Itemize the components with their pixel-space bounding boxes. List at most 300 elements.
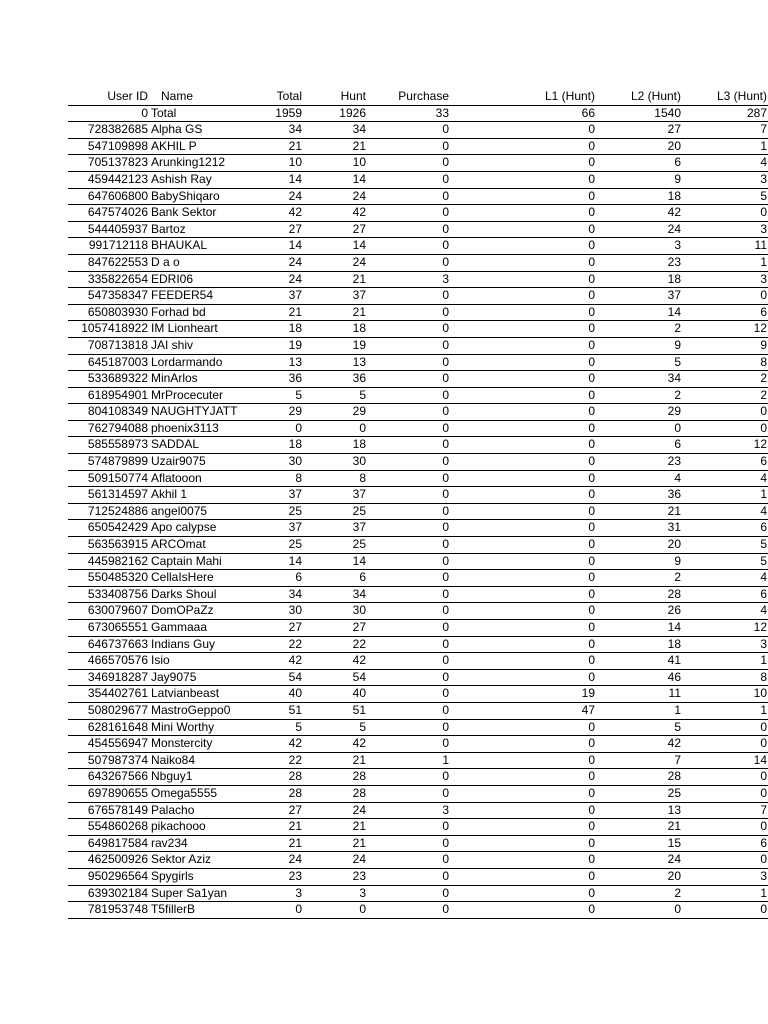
cell-l3-hunt: 5: [682, 188, 768, 205]
cell-name: Arunking1212: [149, 155, 259, 172]
cell-purchase: 0: [367, 553, 450, 570]
cell-name: Naiko84: [149, 752, 259, 769]
cell-hunt: 34: [303, 586, 367, 603]
cell-hunt: 30: [303, 603, 367, 620]
cell-total: 27: [259, 221, 303, 238]
cell-l3-hunt: 8: [682, 354, 768, 371]
cell-total: 10: [259, 155, 303, 172]
cell-purchase: 0: [367, 171, 450, 188]
cell-user-id: 561314597: [68, 487, 149, 504]
cell-l1-hunt: 0: [450, 420, 596, 437]
cell-purchase: 0: [367, 636, 450, 653]
cell-total: 5: [259, 719, 303, 736]
cell-l3-hunt: 1: [682, 487, 768, 504]
cell-total: 24: [259, 852, 303, 869]
cell-l3-hunt: 3: [682, 636, 768, 653]
cell-name: AKHIL P: [149, 138, 259, 155]
cell-hunt: 18: [303, 321, 367, 338]
header-row: [68, 89, 768, 105]
table-row: [68, 736, 768, 753]
cell-name: SADDAL: [149, 437, 259, 454]
cell-l3-hunt: 4: [682, 155, 768, 172]
table-row: [68, 653, 768, 670]
cell-purchase: 0: [367, 719, 450, 736]
cell-user-id: 533408756: [68, 586, 149, 603]
cell-name: Alpha GS: [149, 122, 259, 139]
cell-l1-hunt: 0: [450, 802, 596, 819]
table-row: [68, 586, 768, 603]
cell-name: phoenix3113: [149, 420, 259, 437]
table-row: [68, 553, 768, 570]
cell-purchase: 0: [367, 337, 450, 354]
cell-l2-hunt: 2: [596, 321, 682, 338]
table-row: [68, 752, 768, 769]
cell-total: 29: [259, 404, 303, 421]
cell-l3-hunt: 6: [682, 586, 768, 603]
cell-hunt: 28: [303, 769, 367, 786]
cell-name: Sektor Aziz: [149, 852, 259, 869]
cell-total: 23: [259, 868, 303, 885]
cell-l3-hunt: 7: [682, 122, 768, 139]
table-row: [68, 702, 768, 719]
cell-hunt: 24: [303, 188, 367, 205]
cell-total: 27: [259, 620, 303, 637]
table-row: [68, 238, 768, 255]
cell-l3-hunt: 0: [682, 769, 768, 786]
cell-purchase: 0: [367, 885, 450, 902]
cell-total: 21: [259, 138, 303, 155]
cell-user-id: 585558973: [68, 437, 149, 454]
cell-l2-hunt: 18: [596, 636, 682, 653]
cell-purchase: 0: [367, 288, 450, 305]
cell-hunt: 54: [303, 669, 367, 686]
cell-purchase: 0: [367, 254, 450, 271]
cell-l2-hunt: 28: [596, 769, 682, 786]
cell-user-id: 630079607: [68, 603, 149, 620]
cell-name: Forhad bd: [149, 304, 259, 321]
table-row: [68, 769, 768, 786]
cell-l3-hunt: 2: [682, 371, 768, 388]
cell-l3-hunt: 0: [682, 736, 768, 753]
cell-user-id: 804108349: [68, 404, 149, 421]
cell-hunt: 5: [303, 719, 367, 736]
cell-l1-hunt: 0: [450, 437, 596, 454]
table-row: [68, 371, 768, 388]
cell-l3-hunt: 287: [682, 105, 768, 122]
cell-name: MastroGeppo0: [149, 702, 259, 719]
cell-l2-hunt: 2: [596, 387, 682, 404]
cell-hunt: 5: [303, 387, 367, 404]
cell-name: Apo calypse: [149, 520, 259, 537]
cell-l2-hunt: 18: [596, 271, 682, 288]
cell-l1-hunt: 0: [450, 520, 596, 537]
cell-name: BHAUKAL: [149, 238, 259, 255]
cell-total: 34: [259, 586, 303, 603]
cell-name: CellaIsHere: [149, 570, 259, 587]
cell-l1-hunt: 0: [450, 470, 596, 487]
cell-l1-hunt: 0: [450, 503, 596, 520]
cell-hunt: 18: [303, 437, 367, 454]
cell-user-id: 650542429: [68, 520, 149, 537]
cell-hunt: 36: [303, 371, 367, 388]
cell-user-id: 509150774: [68, 470, 149, 487]
cell-l2-hunt: 18: [596, 188, 682, 205]
cell-name: Isio: [149, 653, 259, 670]
cell-l3-hunt: 6: [682, 304, 768, 321]
cell-user-id: 645187003: [68, 354, 149, 371]
cell-l1-hunt: 0: [450, 221, 596, 238]
cell-l2-hunt: 5: [596, 719, 682, 736]
cell-hunt: 21: [303, 138, 367, 155]
cell-l3-hunt: 8: [682, 669, 768, 686]
table-row: [68, 304, 768, 321]
cell-user-id: 647574026: [68, 205, 149, 222]
cell-total: 21: [259, 819, 303, 836]
spreadsheet: [68, 89, 767, 919]
header-total: Total: [259, 89, 303, 105]
cell-l3-hunt: 12: [682, 321, 768, 338]
table-row: [68, 454, 768, 471]
cell-l3-hunt: 3: [682, 171, 768, 188]
cell-l3-hunt: 1: [682, 702, 768, 719]
cell-l3-hunt: 1: [682, 254, 768, 271]
cell-hunt: 34: [303, 122, 367, 139]
cell-l2-hunt: 20: [596, 138, 682, 155]
cell-l2-hunt: 24: [596, 221, 682, 238]
header-purchase: Purchase: [367, 89, 450, 105]
cell-l2-hunt: 1540: [596, 105, 682, 122]
cell-l1-hunt: 0: [450, 271, 596, 288]
cell-purchase: 0: [367, 487, 450, 504]
table-row: [68, 387, 768, 404]
cell-l3-hunt: 5: [682, 537, 768, 554]
cell-user-id: 639302184: [68, 885, 149, 902]
cell-hunt: 21: [303, 304, 367, 321]
cell-l2-hunt: 2: [596, 570, 682, 587]
cell-l1-hunt: 0: [450, 902, 596, 919]
cell-l1-hunt: 0: [450, 636, 596, 653]
cell-user-id: 533689322: [68, 371, 149, 388]
cell-total: 14: [259, 171, 303, 188]
cell-hunt: 42: [303, 205, 367, 222]
cell-total: 14: [259, 238, 303, 255]
cell-purchase: 0: [367, 155, 450, 172]
cell-l1-hunt: 0: [450, 354, 596, 371]
table-row: [68, 570, 768, 587]
cell-name: JAI shiv: [149, 337, 259, 354]
cell-purchase: 1: [367, 752, 450, 769]
cell-hunt: 21: [303, 835, 367, 852]
cell-name: pikachooo: [149, 819, 259, 836]
cell-name: Ashish Ray: [149, 171, 259, 188]
cell-name: Bank Sektor: [149, 205, 259, 222]
table-row: [68, 520, 768, 537]
cell-name: Omega5555: [149, 785, 259, 802]
cell-l1-hunt: 0: [450, 171, 596, 188]
cell-name: Mini Worthy: [149, 719, 259, 736]
cell-l2-hunt: 41: [596, 653, 682, 670]
table-header: [68, 89, 768, 105]
cell-user-id: 847622553: [68, 254, 149, 271]
cell-l3-hunt: 4: [682, 470, 768, 487]
cell-l3-hunt: 0: [682, 205, 768, 222]
cell-l2-hunt: 15: [596, 835, 682, 852]
cell-l3-hunt: 7: [682, 802, 768, 819]
cell-user-id: 673065551: [68, 620, 149, 637]
cell-name: IM Lionheart: [149, 321, 259, 338]
table-row: [68, 221, 768, 238]
cell-hunt: 0: [303, 902, 367, 919]
cell-l1-hunt: 0: [450, 603, 596, 620]
header-hunt: Hunt: [303, 89, 367, 105]
cell-l2-hunt: 20: [596, 537, 682, 554]
cell-total: 24: [259, 271, 303, 288]
table-row: [68, 620, 768, 637]
cell-total: 19: [259, 337, 303, 354]
cell-l3-hunt: 6: [682, 520, 768, 537]
cell-l2-hunt: 6: [596, 155, 682, 172]
cell-l1-hunt: 0: [450, 238, 596, 255]
cell-l2-hunt: 21: [596, 819, 682, 836]
cell-purchase: 0: [367, 354, 450, 371]
cell-l3-hunt: 6: [682, 835, 768, 852]
cell-purchase: 0: [367, 387, 450, 404]
cell-l3-hunt: 3: [682, 221, 768, 238]
cell-l1-hunt: 0: [450, 752, 596, 769]
cell-total: 30: [259, 454, 303, 471]
cell-l1-hunt: 0: [450, 835, 596, 852]
cell-hunt: 8: [303, 470, 367, 487]
cell-hunt: 6: [303, 570, 367, 587]
cell-l2-hunt: 20: [596, 868, 682, 885]
cell-l1-hunt: 0: [450, 304, 596, 321]
cell-hunt: 3: [303, 885, 367, 902]
cell-name: Darks Shoul: [149, 586, 259, 603]
cell-name: Palacho: [149, 802, 259, 819]
cell-purchase: 0: [367, 138, 450, 155]
cell-purchase: 0: [367, 122, 450, 139]
cell-total: 22: [259, 636, 303, 653]
cell-user-id: 728382685: [68, 122, 149, 139]
cell-hunt: 21: [303, 752, 367, 769]
table-row: [68, 470, 768, 487]
cell-name: Total: [149, 105, 259, 122]
cell-total: 24: [259, 188, 303, 205]
cell-purchase: 0: [367, 570, 450, 587]
cell-hunt: 23: [303, 868, 367, 885]
cell-l3-hunt: 0: [682, 902, 768, 919]
cell-hunt: 25: [303, 537, 367, 554]
cell-l3-hunt: 12: [682, 620, 768, 637]
table-row: [68, 404, 768, 421]
cell-purchase: 3: [367, 271, 450, 288]
cell-l3-hunt: 9: [682, 337, 768, 354]
cell-purchase: 0: [367, 537, 450, 554]
table-row: [68, 785, 768, 802]
cell-user-id: 445982162: [68, 553, 149, 570]
cell-l1-hunt: 47: [450, 702, 596, 719]
cell-purchase: 0: [367, 702, 450, 719]
cell-l1-hunt: 0: [450, 653, 596, 670]
cell-purchase: 3: [367, 802, 450, 819]
cell-l1-hunt: 0: [450, 537, 596, 554]
total-row: [68, 105, 768, 122]
cell-l1-hunt: 0: [450, 852, 596, 869]
cell-l1-hunt: 0: [450, 337, 596, 354]
cell-l3-hunt: 4: [682, 603, 768, 620]
cell-purchase: 0: [367, 321, 450, 338]
cell-total: 0: [259, 902, 303, 919]
cell-l1-hunt: 0: [450, 736, 596, 753]
cell-l2-hunt: 37: [596, 288, 682, 305]
cell-name: Captain Mahi: [149, 553, 259, 570]
cell-purchase: 0: [367, 470, 450, 487]
table-row: [68, 686, 768, 703]
cell-user-id: 547358347: [68, 288, 149, 305]
cell-user-id: 547109898: [68, 138, 149, 155]
cell-hunt: 51: [303, 702, 367, 719]
cell-hunt: 28: [303, 785, 367, 802]
cell-l2-hunt: 42: [596, 205, 682, 222]
cell-name: T5fillerB: [149, 902, 259, 919]
table-row: [68, 868, 768, 885]
cell-purchase: 0: [367, 603, 450, 620]
cell-hunt: 14: [303, 238, 367, 255]
cell-l2-hunt: 7: [596, 752, 682, 769]
cell-name: NAUGHTYJATT: [149, 404, 259, 421]
cell-l1-hunt: 0: [450, 454, 596, 471]
cell-hunt: 25: [303, 503, 367, 520]
cell-name: MinArlos: [149, 371, 259, 388]
cell-total: 8: [259, 470, 303, 487]
cell-l2-hunt: 26: [596, 603, 682, 620]
cell-user-id: 618954901: [68, 387, 149, 404]
cell-l2-hunt: 3: [596, 238, 682, 255]
table-row: [68, 819, 768, 836]
cell-name: Aflatooon: [149, 470, 259, 487]
cell-purchase: 0: [367, 669, 450, 686]
cell-l3-hunt: 6: [682, 454, 768, 471]
cell-hunt: 14: [303, 171, 367, 188]
cell-l2-hunt: 46: [596, 669, 682, 686]
cell-purchase: 0: [367, 835, 450, 852]
cell-purchase: 0: [367, 420, 450, 437]
cell-l3-hunt: 0: [682, 819, 768, 836]
table-row: [68, 205, 768, 222]
cell-total: 5: [259, 387, 303, 404]
cell-l3-hunt: 4: [682, 570, 768, 587]
table-row: [68, 337, 768, 354]
table-row: [68, 271, 768, 288]
cell-l1-hunt: 0: [450, 404, 596, 421]
cell-l3-hunt: 2: [682, 387, 768, 404]
cell-l2-hunt: 21: [596, 503, 682, 520]
cell-l1-hunt: 0: [450, 819, 596, 836]
header-user-id: User ID: [68, 89, 149, 105]
cell-purchase: 0: [367, 653, 450, 670]
cell-name: BabyShiqaro: [149, 188, 259, 205]
cell-l1-hunt: 0: [450, 785, 596, 802]
cell-total: 1959: [259, 105, 303, 122]
cell-hunt: 24: [303, 254, 367, 271]
cell-user-id: 550485320: [68, 570, 149, 587]
cell-user-id: 643267566: [68, 769, 149, 786]
cell-name: Jay9075: [149, 669, 259, 686]
cell-l1-hunt: 0: [450, 885, 596, 902]
cell-l2-hunt: 0: [596, 902, 682, 919]
table-row: [68, 254, 768, 271]
cell-total: 28: [259, 769, 303, 786]
cell-l2-hunt: 6: [596, 437, 682, 454]
cell-l1-hunt: 0: [450, 487, 596, 504]
cell-purchase: 0: [367, 736, 450, 753]
cell-l2-hunt: 13: [596, 802, 682, 819]
cell-user-id: 781953748: [68, 902, 149, 919]
cell-l2-hunt: 1: [596, 702, 682, 719]
cell-l3-hunt: 0: [682, 719, 768, 736]
cell-l2-hunt: 42: [596, 736, 682, 753]
cell-l3-hunt: 0: [682, 785, 768, 802]
cell-l1-hunt: 0: [450, 669, 596, 686]
table-row: [68, 852, 768, 869]
cell-l2-hunt: 9: [596, 553, 682, 570]
cell-total: 25: [259, 503, 303, 520]
cell-hunt: 0: [303, 420, 367, 437]
cell-l2-hunt: 27: [596, 122, 682, 139]
cell-user-id: 354402761: [68, 686, 149, 703]
cell-user-id: 991712118: [68, 238, 149, 255]
cell-hunt: 29: [303, 404, 367, 421]
cell-purchase: 0: [367, 520, 450, 537]
cell-l3-hunt: 0: [682, 420, 768, 437]
cell-total: 22: [259, 752, 303, 769]
cell-total: 21: [259, 304, 303, 321]
table-row: [68, 437, 768, 454]
cell-user-id: 650803930: [68, 304, 149, 321]
table-row: [68, 669, 768, 686]
cell-l2-hunt: 29: [596, 404, 682, 421]
leaderboard-table: [68, 89, 768, 919]
cell-name: EDRI06: [149, 271, 259, 288]
table-row: [68, 354, 768, 371]
cell-total: 42: [259, 205, 303, 222]
cell-purchase: 0: [367, 371, 450, 388]
table-row: [68, 885, 768, 902]
cell-purchase: 0: [367, 902, 450, 919]
cell-hunt: 42: [303, 653, 367, 670]
cell-purchase: 0: [367, 238, 450, 255]
cell-hunt: 24: [303, 802, 367, 819]
cell-total: 42: [259, 736, 303, 753]
cell-l3-hunt: 4: [682, 503, 768, 520]
cell-hunt: 22: [303, 636, 367, 653]
cell-purchase: 0: [367, 852, 450, 869]
cell-hunt: 1926: [303, 105, 367, 122]
cell-hunt: 21: [303, 819, 367, 836]
cell-total: 13: [259, 354, 303, 371]
cell-name: Nbguy1: [149, 769, 259, 786]
cell-l3-hunt: 11: [682, 238, 768, 255]
cell-hunt: 40: [303, 686, 367, 703]
cell-l2-hunt: 2: [596, 885, 682, 902]
table-row: [68, 503, 768, 520]
header-l3-hunt: L3 (Hunt): [682, 89, 768, 105]
table-row: [68, 636, 768, 653]
cell-l1-hunt: 0: [450, 586, 596, 603]
cell-user-id: 649817584: [68, 835, 149, 852]
cell-hunt: 27: [303, 620, 367, 637]
cell-purchase: 0: [367, 769, 450, 786]
